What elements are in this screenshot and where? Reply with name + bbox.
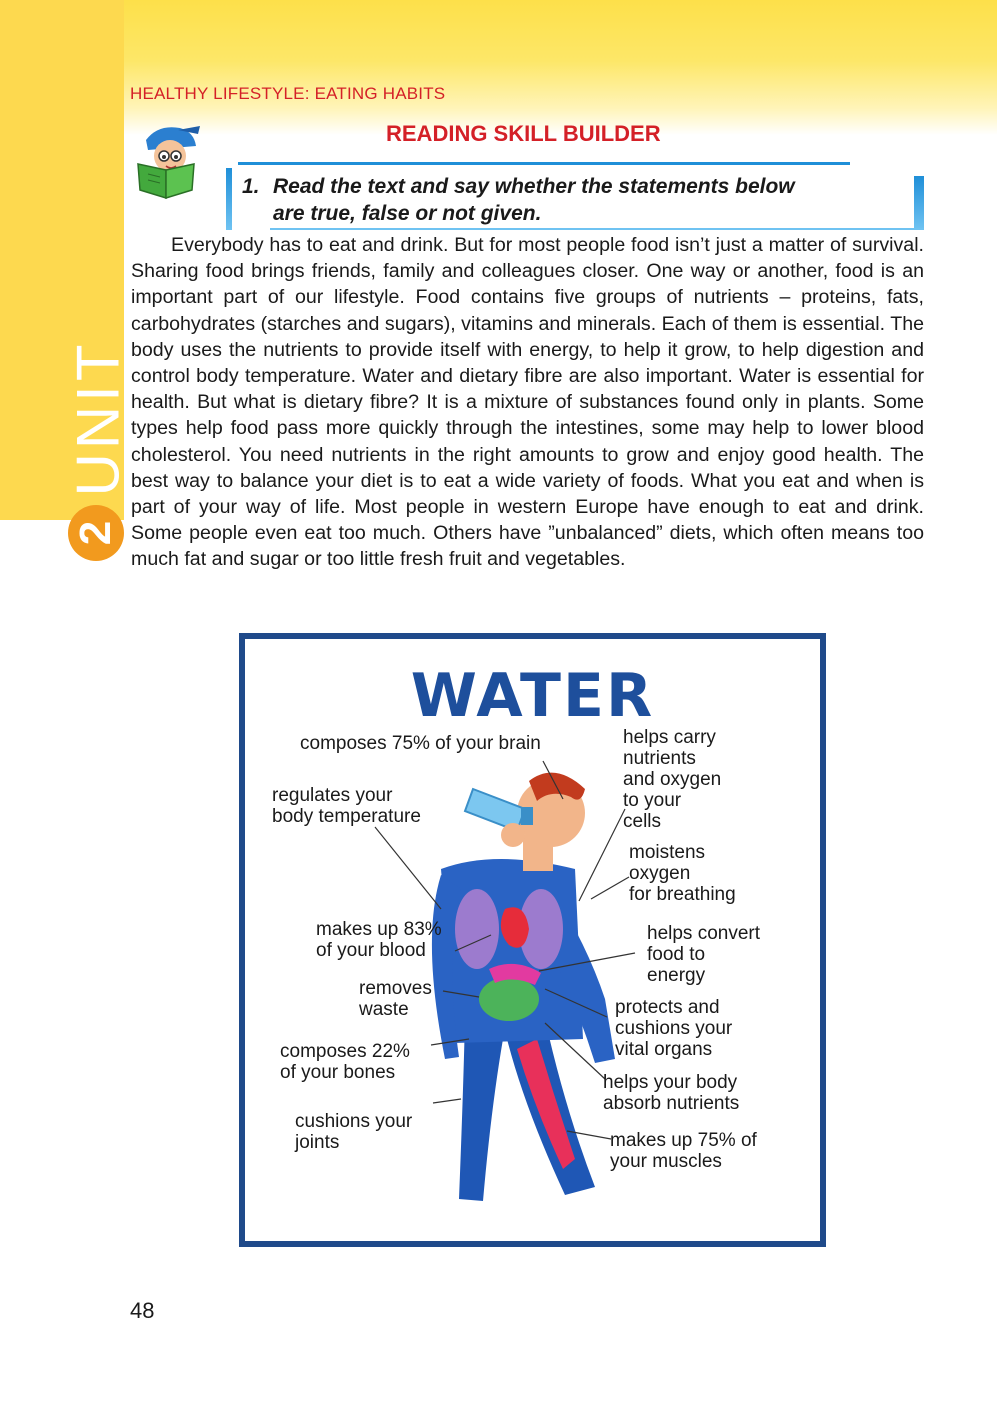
- label-brain: composes 75% of your brain: [300, 733, 541, 754]
- label-absorb: helps your body absorb nutrients: [603, 1072, 740, 1114]
- unit-number-badge: [68, 505, 124, 561]
- task-instruction-box: [226, 162, 924, 230]
- header-band: [0, 0, 997, 135]
- reading-passage: Everybody has to eat and drink. But for most people food isn’t just a matter of survival. Sharing food brings friends, family and colleagues closer. One way or another, food is an important part of our lifestyle. Food contains five groups of nutrients – proteins, fats, carbohydrates (starches and sugars), vitamins and minerals. Each of them is essential. The body uses the nutrients to provide itself with energy, to help it grow, to help digestion and control body temperature. Water and dietary fibre are also important. Water is essential for health. But what is dietary fibre? It is a mixture of substances found only in plants. Some types help food pass more quickly through the intestines, some may help to lower blood cholesterol. You need nutrients in the right amounts to grow and enjoy good health. The best way to balance your diet is to eat a wide variety of foods. What you eat and when is part of your way of life. Most people in western Europe have enough to eat and drink. Some people even eat too much. Others have ”unbalanced” diets, which often means too much fat and sugar or too little fresh fruit and vegetables.: [131, 234, 924, 571]
- label-blood: makes up 83% of your blood: [316, 919, 442, 961]
- page-number: 48: [130, 1298, 155, 1323]
- label-temperature: regulates your body temperature: [272, 785, 421, 827]
- section-title: HEALTHY LIFESTYLE: EATING HABITS: [130, 84, 446, 103]
- task-line-2: are true, false or not given.: [273, 202, 542, 225]
- unit-label: [58, 333, 138, 503]
- task-line-1: Read the text and say whether the statements below: [273, 175, 795, 198]
- reading-boy-icon: [128, 120, 208, 200]
- label-joints: cushions your joints: [295, 1111, 413, 1153]
- label-organs: protects and cushions your vital organs: [615, 997, 733, 1060]
- reading-skill-heading: READING SKILL BUILDER: [386, 121, 661, 146]
- label-nutrients-oxygen: helps carry nutrients and oxygen to your cells: [623, 727, 722, 832]
- label-waste: removes waste: [359, 978, 432, 1020]
- unit-number: 2: [70, 520, 120, 546]
- task-instruction: [242, 173, 912, 227]
- poster-title: WATER: [410, 661, 655, 731]
- label-energy: helps convert food to energy: [647, 923, 761, 986]
- label-bones: composes 22% of your bones: [280, 1041, 410, 1083]
- unit-word: UNIT: [64, 340, 132, 496]
- label-breathing: moistens oxygen for breathing: [629, 842, 736, 905]
- water-infographic: [239, 633, 826, 1247]
- label-muscles: makes up 75% of your muscles: [610, 1130, 757, 1172]
- task-number: 1.: [242, 175, 260, 198]
